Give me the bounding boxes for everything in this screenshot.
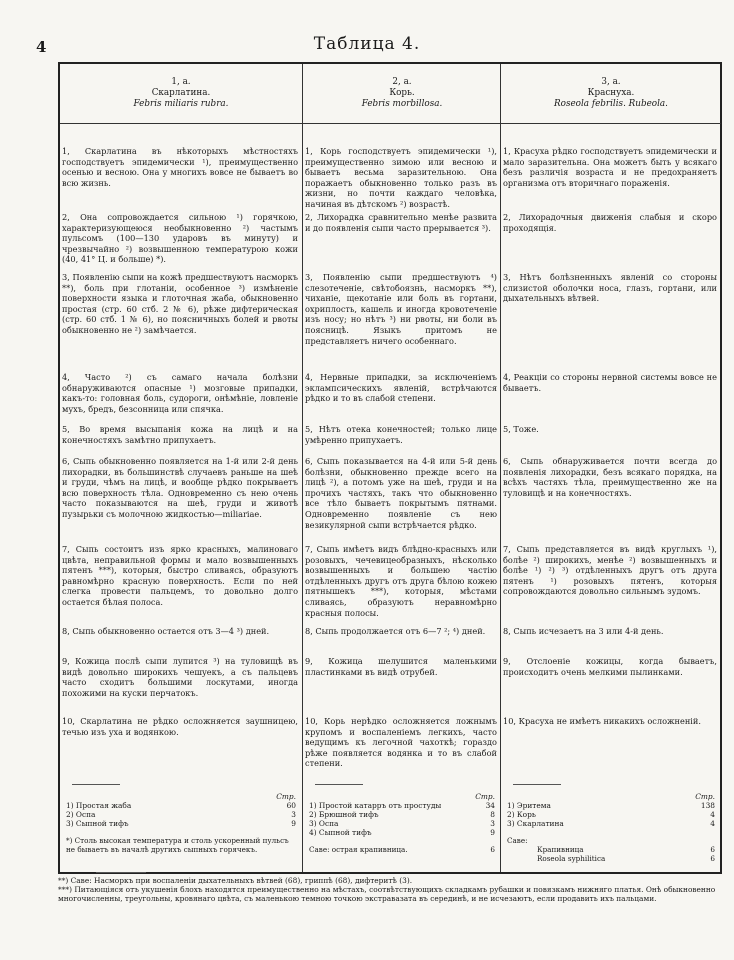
reference-label: 3) Сыпной тифъ: [66, 819, 129, 828]
column-header-line: 1, а.: [171, 77, 191, 87]
symptom-cell: 6, Сыпь показывается на 4-й или 5-й день болѣзни, обыкновенно прежде всего на лицѣ ²), а потомъ уже на шеѣ, груди и на прочихъ частяхъ, такъ что обыкновенно все тѣло бываетъ покрытымъ пятнами. Одновременно появленіе съ нею везикулярной сыпи встрѣчается рѣдко.: [305, 456, 497, 530]
reference-label: 2) Оспа: [66, 810, 96, 819]
column-note-text: Саве: острая крапивница.: [309, 845, 408, 854]
bottom-footnotes: [58, 872, 718, 904]
symptom-cell: 7, Сыпь состоитъ изъ ярко красныхъ, малиноваго цвѣта, неправильной формы и мало возвышенныхъ пятенъ ***), которыя, быстро сливаясь, образуютъ равномѣрно красную поверхность. Если по ней слегка провести пальцемъ, то довольно долго остается бѣлая полоса.: [62, 544, 298, 607]
reference-page-header: Стр.: [276, 792, 296, 801]
column-header: [501, 64, 721, 124]
column-note-text: *) Столь высокая температура и столь ускоренный пульсъ не бываетъ въ началѣ другихъ сыпныхъ горячекъ.: [66, 836, 289, 854]
cave-item-page: 6: [710, 854, 715, 863]
symptom-cell: 6, Сыпь обнаруживается почти всегда до появленія лихорадки, безъ всякаго порядка, на всѣхъ частяхъ тѣла, преимущественно же на туловищѣ и на конечностяхъ.: [503, 456, 717, 498]
column-rubella: [500, 64, 721, 872]
symptom-cell: 5, Нѣтъ отека конечностей; только лице умѣренно припухаетъ.: [305, 424, 497, 445]
column-note: [66, 836, 296, 854]
cave-item-label: Roseola syphilitica: [537, 854, 606, 863]
symptom-cell: 3, Появленію сыпи предшествуютъ ⁴) слезотеченіе, свѣтобоязнь, насморкъ **), чиханіе, щекотаніе или боль въ гортани, охриплость, кашель и иногда кровотеченіе изъ носу; но нѣтъ ³) ни рвоты, ни боли въ поясницѣ. Языкъ притомъ не представляетъ ничего особеннаго.: [305, 272, 497, 346]
reference-item: [66, 801, 296, 810]
reference-page: 138: [700, 801, 715, 810]
symptom-cell: 8, Сыпь продолжается отъ 6—7 ²; ⁴) дней.: [305, 626, 486, 636]
column-header-line: 3, а.: [601, 77, 621, 87]
column-header-line: Краснуха.: [587, 88, 635, 98]
symptom-cell: 10, Скарлатина не рѣдко осложняется заушницею, течью изъ уха и водянкою.: [62, 716, 298, 737]
reference-item: [66, 810, 296, 819]
reference-list: [60, 792, 302, 854]
footnote-triple-star: ***) Питающіяся отъ укушенія блохъ находятся преимущественно на мѣстахъ, соотвѣтствующихъ складкамъ рубашки и повязкамъ нижняго платья. Онѣ обыкновенно многочисленны, треугольны, кровянаго цвѣта, съ маленькою темною точкою экстравазата въ серединѣ, и не исчезаютъ, если продавить ихъ пальцами.: [58, 885, 716, 904]
reference-page: 8: [490, 810, 495, 819]
cave-item: [507, 854, 715, 863]
reference-label: 1) Эритема: [507, 801, 551, 810]
symptom-cell: 1, Красуха рѣдко господствуетъ эпидемически и мало заразительна. Она можетъ быть у всякаго безъ различія возраста и не предохраняетъ организма отъ вторичнаго пораженія.: [503, 146, 717, 188]
reference-item: [309, 810, 495, 819]
reference-list: [303, 792, 501, 854]
reference-page: 4: [710, 810, 715, 819]
symptom-cell: 4, Часто ²) съ самаго начала болѣзни обнаруживаются опасные ¹) мозговые припадки, какъ-то: головная боль, судороги, онѣмѣніе, ловленіе мухъ, бредъ, безсонница или спячка.: [62, 372, 298, 414]
symptom-cell: 1, Корь господствуетъ эпидемически ¹), преимущественно зимою или весною и бываетъ весьма заразительною. Она поражаетъ обыкновенно только разъ въ жизни, но почти каждаго человѣка, начиная въ дѣтскомъ ²) возрастѣ.: [305, 146, 497, 209]
symptom-cell: 5, Во время высыпанія кожа на лицѣ и на конечностяхъ замѣтно припухаетъ.: [62, 424, 298, 445]
column-header-line: Скарлатина.: [151, 88, 211, 98]
reference-item: [66, 819, 296, 828]
reference-list: [501, 792, 721, 863]
cave-item-page: 6: [710, 845, 715, 854]
reference-label: 1) Простой катарръ отъ простуды: [309, 801, 442, 810]
cave-list: [507, 836, 715, 863]
column-header: [303, 64, 501, 124]
column-header-line: 2, а.: [392, 77, 412, 87]
column-note: [309, 845, 495, 854]
reference-item: [309, 828, 495, 837]
column-header: [60, 64, 302, 124]
reference-page-header: Стр.: [695, 792, 715, 801]
reference-item: [309, 801, 495, 810]
reference-page-header: Стр.: [475, 792, 495, 801]
symptom-cell: 2, Лихорадка сравнительно менѣе развита и до появленія сыпи часто прерывается ³).: [305, 212, 497, 233]
symptom-cell: 9, Кожица послѣ сыпи лупится ³) на туловищѣ въ видѣ довольно широкихъ чешуекъ, а съ пальцевъ часто сходитъ большими лоскутами, иногда похожими на куски перчатокъ.: [62, 656, 298, 698]
cave-label: Саве:: [507, 836, 528, 845]
cave-item-label: Крапивница: [537, 845, 584, 854]
page-number: 4: [36, 38, 47, 56]
reference-page: 9: [291, 819, 296, 828]
comparison-table: [58, 62, 722, 874]
column-measles: [302, 64, 501, 872]
symptom-cell: 5, Тоже.: [503, 424, 539, 434]
reference-page: 60: [286, 801, 296, 810]
reference-page: 3: [291, 810, 296, 819]
symptom-cell: 2, Она сопровождается сильною ¹) горячкою, характеризующеюся необыкновенно ²) частымъ пульсомъ (100—130 ударовъ въ минуту) и чрезвычайно ²) возвышенною температурою кожи (40, 41° Ц. и больше) *).: [62, 212, 298, 265]
column-header-line: Febris miliaris rubra.: [133, 99, 229, 109]
symptom-cell: 10, Корь нерѣдко осложняется ложнымъ крупомъ и воспаленіемъ легкихъ, часто ведущимъ къ легочной чахоткѣ; гораздо рѣже появляется водянка и то въ слабой степени.: [305, 716, 497, 769]
reference-label: 4) Сыпной тифъ: [309, 828, 372, 837]
reference-page: 34: [485, 801, 495, 810]
symptom-cell: 6, Сыпь обыкновенно появляется на 1-й или 2-й день лихорадки, въ большинствѣ случаевъ раньше на шеѣ и груди, чѣмъ на лицѣ, и вообще рѣдко покрываетъ всю поверхность тѣла. Одновременно съ нею очень часто показываются на шеѣ, груди и животѣ пузырьки съ молочною жидкостью—miliariae.: [62, 456, 298, 519]
reference-page: 3: [490, 819, 495, 828]
symptom-cell: 4, Нервные припадки, за исключеніемъ эклампсическихъ явленій, встрѣчаются рѣдко и то въ слабой степени.: [305, 372, 497, 404]
reference-item: [507, 819, 715, 828]
reference-label: 3) Оспа: [309, 819, 339, 828]
symptom-cell: 7, Сыпь имѣетъ видъ блѣдно-красныхъ или розовыхъ, чечевицеобразныхъ, нѣсколько возвышенныхъ и большею частію отдѣленныхъ другъ отъ друга бѣлою кожею пятнышекъ ***), которыя, мѣстами сливаясь, образуютъ неравномѣрно красныя полосы.: [305, 544, 497, 618]
reference-page: 9: [490, 828, 495, 837]
column-header-line: Roseola febrilis. Rubeola.: [554, 99, 668, 109]
column-header-line: Febris morbillosa.: [361, 99, 443, 109]
column-note-page: 6: [490, 845, 495, 854]
symptom-cell: 8, Сыпь обыкновенно остается отъ 3—4 ³) дней.: [62, 626, 270, 636]
symptom-cell: 8, Сыпь исчезаетъ на 3 или 4-й день.: [503, 626, 664, 636]
symptom-cell: 7, Сыпь представляется въ видѣ круглыхъ ¹), болѣе ²) широкихъ, менѣе ²) возвышенныхъ и болѣе ¹) ²) ³) отдѣленныхъ другъ отъ друга пятенъ ¹) розовыхъ пятенъ, которыя сопровождаются довольно сильнымъ зудомъ.: [503, 544, 717, 597]
reference-label: 2) Брюшной тифъ: [309, 810, 379, 819]
symptom-cell: 9, Отслоеніе кожицы, когда бываетъ, происходитъ очень мелкими пылинками.: [503, 656, 717, 677]
reference-label: 1) Простая жаба: [66, 801, 132, 810]
symptom-cell: 9, Кожица шелушится маленькими пластинками въ видѣ отрубей.: [305, 656, 497, 677]
reference-item: [507, 810, 715, 819]
reference-page: 4: [710, 819, 715, 828]
symptom-cell: 3, Нѣтъ болѣзненныхъ явленій со стороны слизистой оболочки носа, глазъ, гортани, или дыхательныхъ вѣтвей.: [503, 272, 717, 304]
reference-label: 3) Скарлатина: [507, 819, 564, 828]
symptom-cell: 1, Скарлатина въ нѣкоторыхъ мѣстностяхъ господствуетъ эпидемически ¹), преимущественно осенью и весною. Она у многихъ вовсе не бываетъ во всю жизнь.: [62, 146, 298, 188]
symptom-cell: 4, Реакціи со стороны нервной системы вовсе не бываетъ.: [503, 372, 717, 393]
symptom-cell: 10, Красуха не имѣетъ никакихъ осложненій.: [503, 716, 701, 726]
column-scarlatina: [60, 64, 302, 872]
column-header-line: Корь.: [389, 88, 415, 98]
symptom-cell: 3, Появленію сыпи на кожѣ предшествуютъ насморкъ **), боль при глотаніи, особенное ³) измѣненіе поверхности языка и глоточная жаба, обыкновенно простая (стр. 60 стб. 2 № 6), рѣже дифтерическая (стр. 60 стб. 1 № 6), но поясничныхъ болей и рвоты обыкновенно не ²) замѣчается.: [62, 272, 298, 335]
symptom-cell: 2, Лихорадочныя движенія слабыя и скоро проходящія.: [503, 212, 717, 233]
reference-label: 2) Корь: [507, 810, 536, 819]
reference-item: [507, 801, 715, 810]
reference-item: [309, 819, 495, 828]
cave-item: [507, 845, 715, 854]
page-title: Таблица 4.: [313, 34, 421, 54]
footnote-double-star: **) Саве: Насморкъ при воспаленіи дыхательныхъ вѣтвей (68), гриппѣ (68), дифтеритѣ (3).: [58, 876, 413, 885]
